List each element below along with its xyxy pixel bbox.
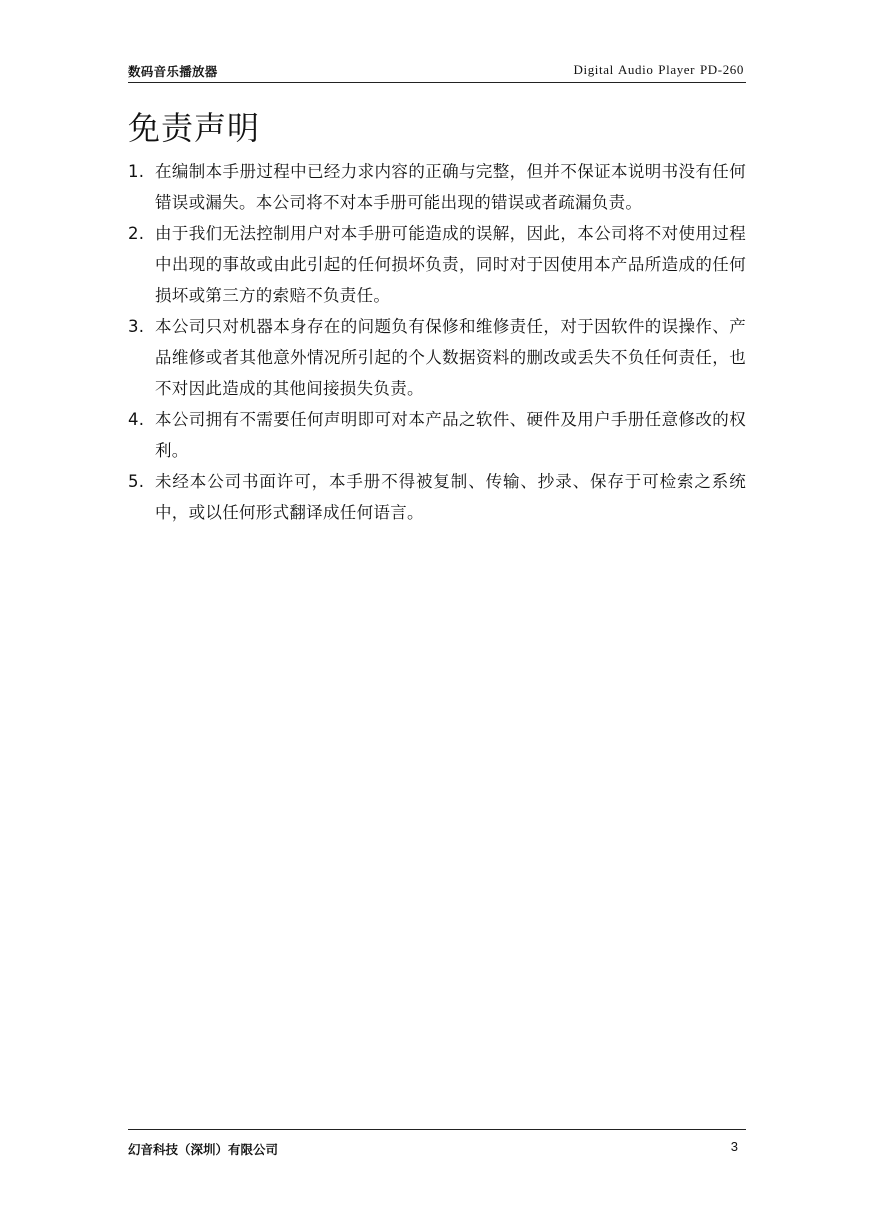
footer-company-name: 幻音科技（深圳）有限公司	[128, 1142, 279, 1157]
page-footer	[128, 1129, 746, 1158]
item-text: 由于我们无法控制用户对本手册可能造成的误解，因此，本公司将不对使用过程中出现的事故或由此引起的任何损坏负责，同时对于因使用本产品所造成的任何损坏或第三方的索赔不负责任。	[155, 224, 746, 305]
item-number: 4.	[128, 410, 145, 429]
item-number: 1.	[128, 162, 145, 181]
item-number: 5.	[128, 472, 145, 491]
header-model-name: Digital Audio Player PD-260	[573, 62, 744, 77]
item-text: 本公司只对机器本身存在的问题负有保修和维修责任，对于因软件的误操作、产品维修或者其他意外情况所引起的个人数据资料的删改或丢失不负任何责任，也不对因此造成的其他间接损失负责。	[155, 317, 746, 398]
item-text: 未经本公司书面许可，本手册不得被复制、传输、抄录、保存于可检索之系统中，或以任何形式翻译成任何语言。	[155, 472, 746, 522]
page-header	[128, 60, 746, 83]
disclaimer-item	[128, 404, 746, 466]
header-product-name: 数码音乐播放器	[128, 64, 218, 79]
disclaimer-item	[128, 466, 746, 528]
disclaimer-item	[128, 311, 746, 404]
item-number: 3.	[128, 317, 145, 336]
page-title: 免责声明	[128, 109, 261, 147]
item-number: 2.	[128, 224, 145, 243]
disclaimer-list	[128, 156, 746, 528]
item-text: 在编制本手册过程中已经力求内容的正确与完整，但并不保证本说明书没有任何错误或漏失。本公司将不对本手册可能出现的错误或者疏漏负责。	[155, 162, 746, 212]
disclaimer-item	[128, 156, 746, 218]
disclaimer-item	[128, 218, 746, 311]
item-text: 本公司拥有不需要任何声明即可对本产品之软件、硬件及用户手册任意修改的权利。	[155, 410, 746, 460]
page-number: 3	[730, 1139, 738, 1154]
